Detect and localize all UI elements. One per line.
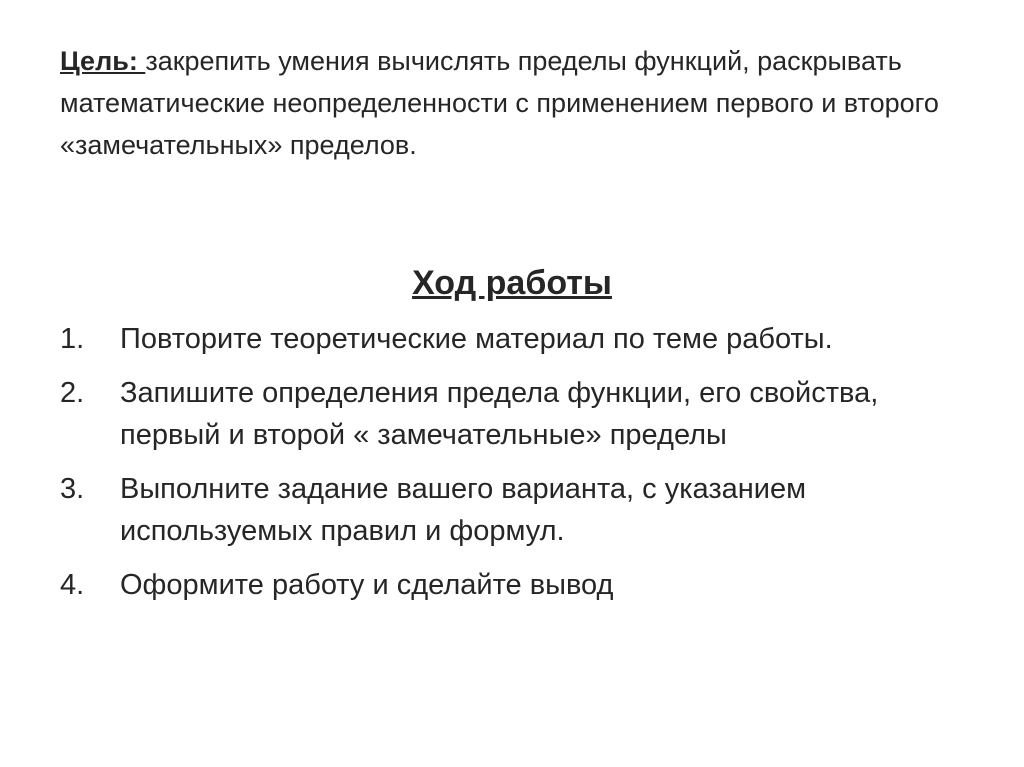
step-text: Запишите определения предела функции, его свойства, первый и второй « замечательные» пределы: [120, 377, 879, 451]
list-item: [60, 372, 980, 456]
steps-list: [60, 318, 980, 618]
list-item: [60, 468, 980, 552]
list-item: [60, 318, 980, 360]
step-text: Оформите работу и сделайте вывод: [120, 569, 614, 601]
step-number: 2.: [60, 377, 85, 409]
section-title: Ход работы: [412, 264, 612, 302]
step-text: Повторите теоретические материал по теме работы.: [120, 323, 833, 355]
step-text: Выполните задание вашего варианта, с указанием используемых правил и формул.: [120, 473, 807, 547]
step-number: 1.: [60, 323, 85, 355]
goal-label: Цель:: [60, 46, 146, 76]
step-number: 3.: [60, 473, 85, 505]
goal-text: закрепить умения вычислять пределы функций, раскрывать математические неопределенности с применением первого и второго «замечательных» пределов.: [60, 46, 939, 160]
step-number: 4.: [60, 569, 85, 601]
goal-paragraph: [60, 40, 990, 166]
list-item: [60, 564, 980, 606]
